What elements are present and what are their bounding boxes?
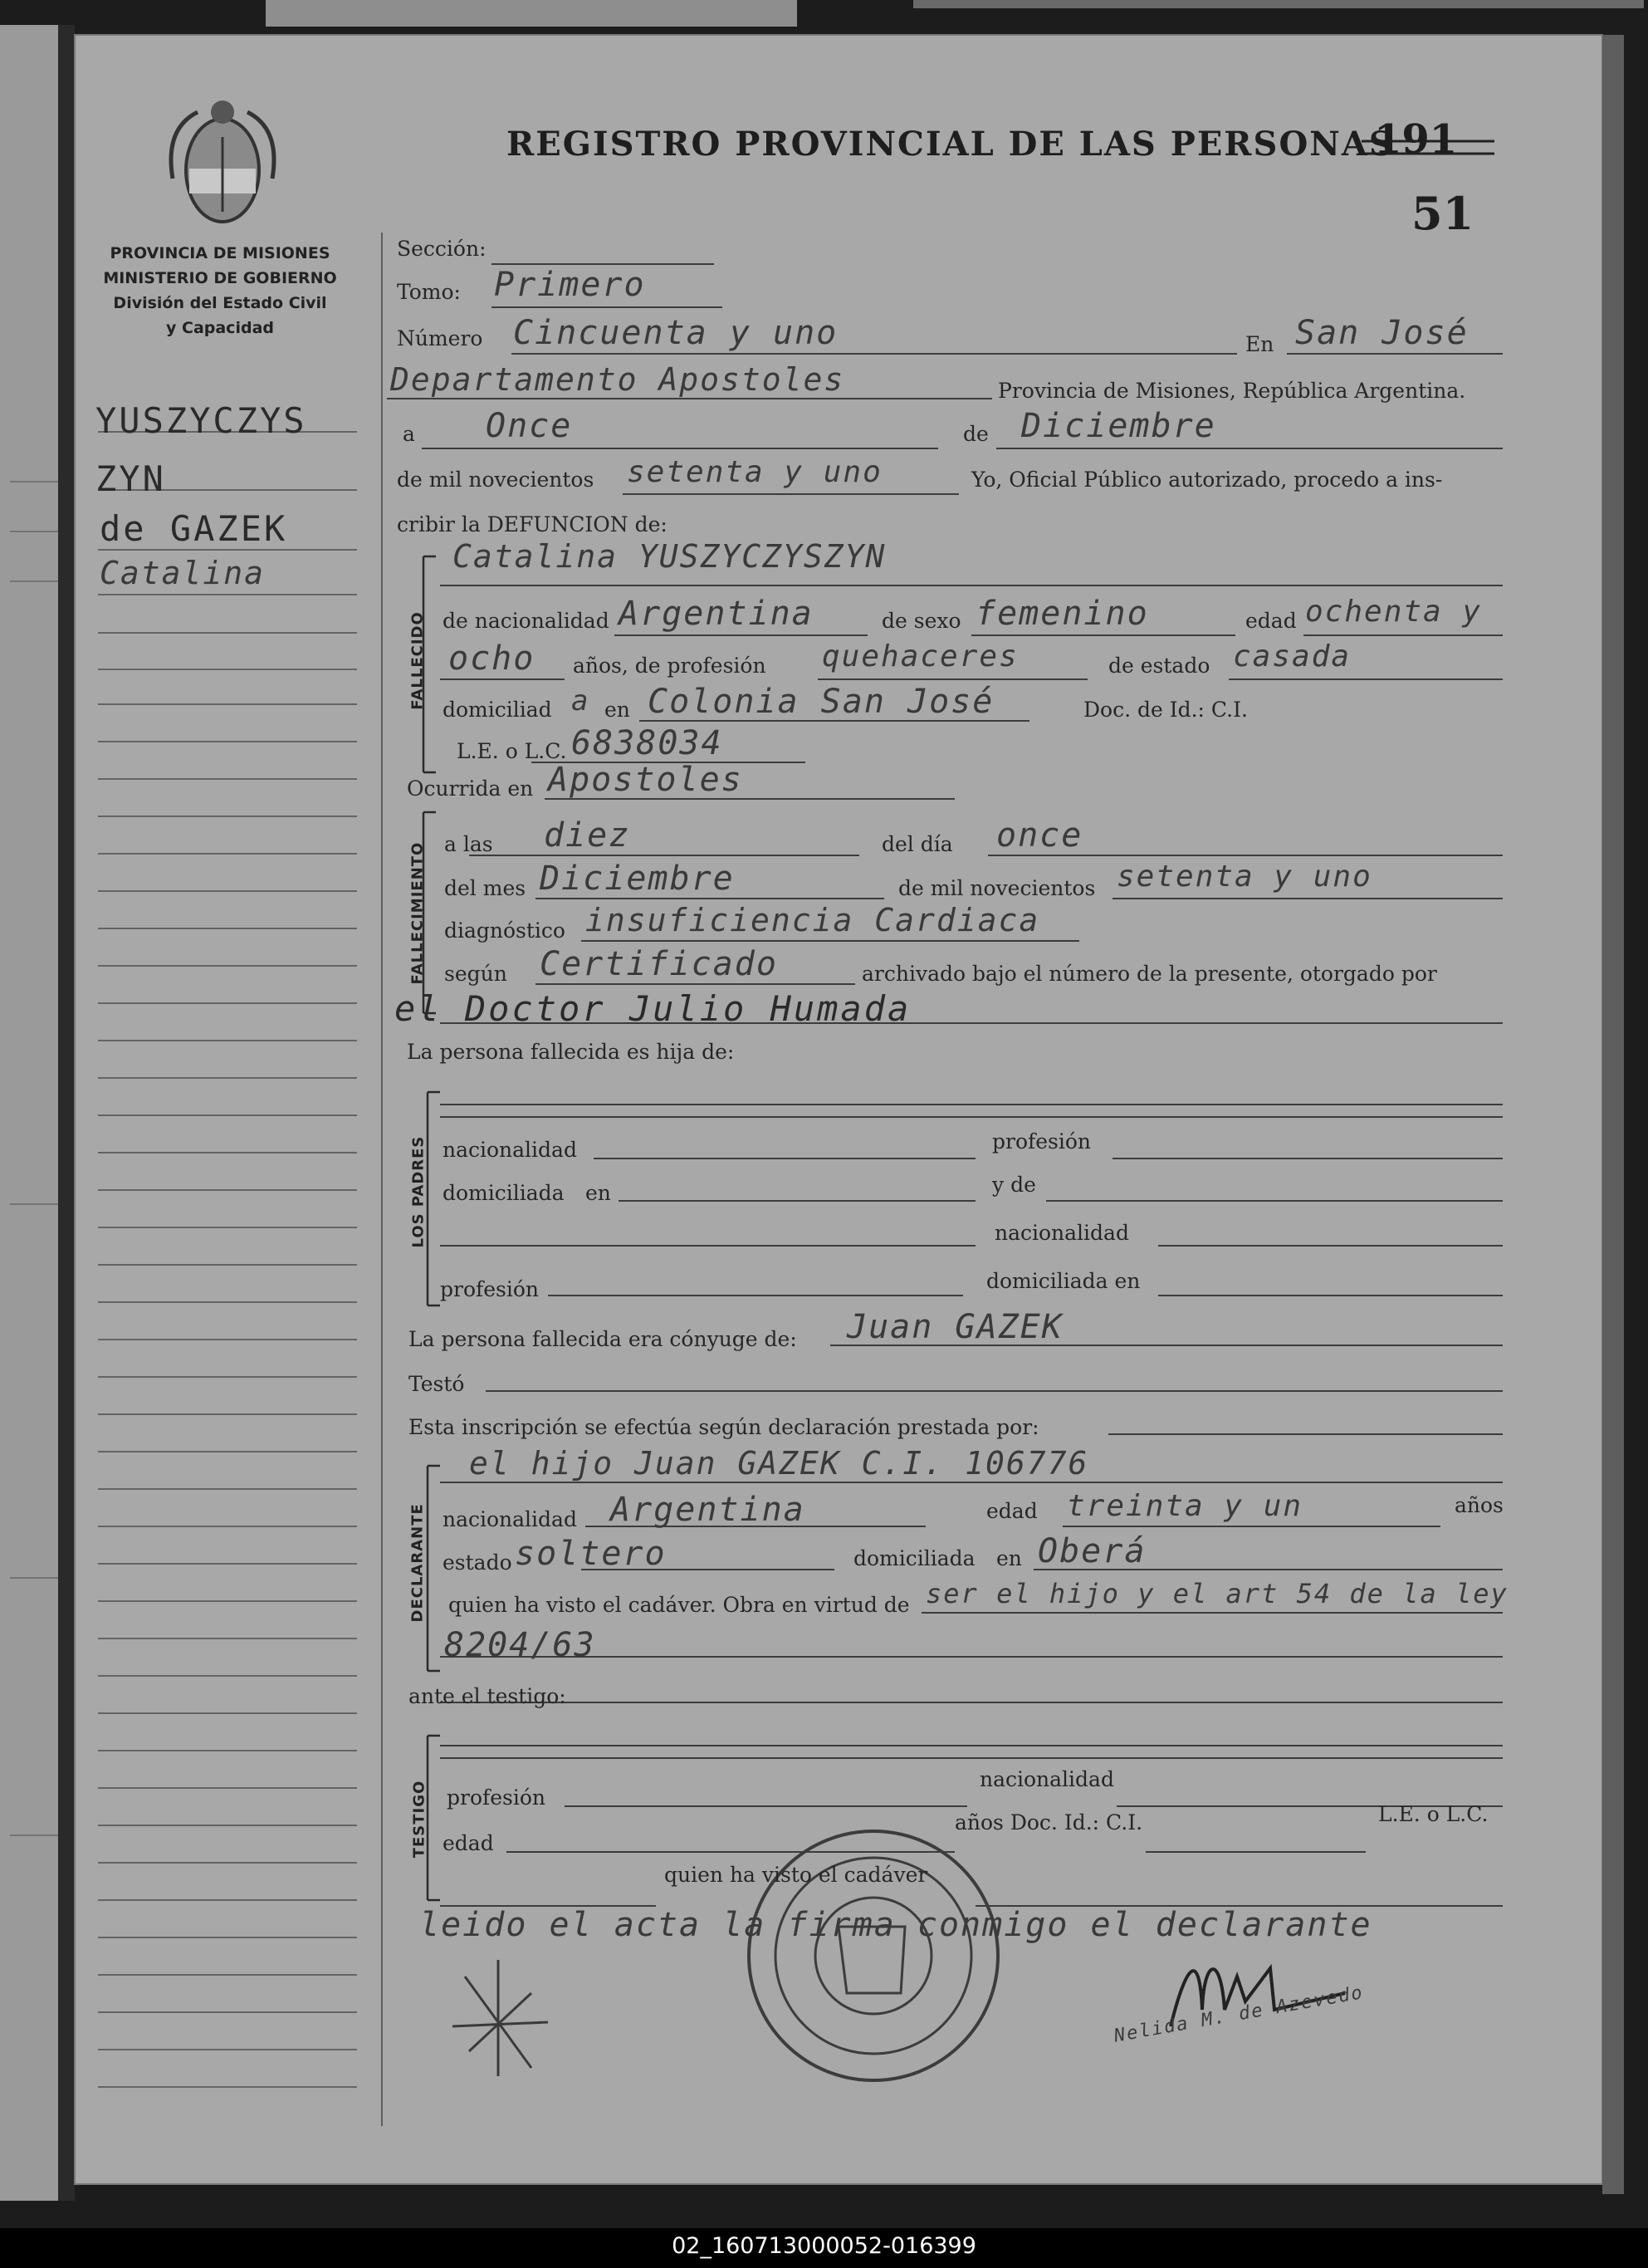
value-domicilio: Colonia San José [648, 683, 995, 721]
value-sexo: femenino [976, 595, 1149, 633]
label-padre-en: en [585, 1181, 611, 1205]
label-padre-nacionalidad: nacionalidad [443, 1138, 577, 1162]
value-declarante-edad: treinta y un [1067, 1489, 1303, 1523]
value-tomo: Primero [494, 266, 646, 304]
value-numero: Cincuenta y uno [513, 314, 839, 352]
label-conyuge: La persona fallecida era cónyuge de: [408, 1327, 797, 1351]
label-testo: Testó [408, 1372, 465, 1396]
label-declarante-domiciliada: domiciliada [853, 1546, 976, 1570]
label-testigo-edad: edad [443, 1831, 494, 1855]
label-de-mil: de mil novecientos [397, 468, 594, 492]
section-label-fallecido: FALLECIDO [408, 611, 427, 710]
label-declarante-en: en [996, 1546, 1022, 1570]
issuer-block [100, 241, 340, 340]
value-en: San José [1295, 314, 1469, 352]
value-domiciliada-suffix: a [571, 684, 590, 718]
value-nacionalidad: Argentina [619, 595, 814, 633]
value-diagnostico: insuficiencia Cardiaca [585, 902, 1040, 938]
value-anio: setenta y uno [627, 455, 883, 489]
label-testigo-le-lc: L.E. o L.C. [1378, 1802, 1489, 1826]
label-padre-profesion: profesión [992, 1129, 1092, 1154]
label-segun: según [444, 962, 507, 986]
value-conyuge: Juan GAZEK [847, 1308, 1064, 1346]
label-doc: Doc. de Id.: C.I. [1083, 698, 1248, 722]
label-del-dia: del día [882, 832, 953, 856]
label-estado: de estado [1108, 654, 1210, 678]
label-declarante-anos: años [1455, 1493, 1504, 1517]
label-madre-profesion: profesión [440, 1277, 540, 1301]
section-label-padres: LOS PADRES [409, 1135, 428, 1248]
label-sexo: de sexo [882, 609, 961, 633]
value-departamento: Departamento Apostoles [390, 361, 845, 398]
label-numero: Número [397, 326, 483, 350]
value-del-dia: once [996, 816, 1083, 855]
section-label-testigo: TESTIGO [410, 1780, 428, 1859]
label-declarante-quien: quien ha visto el cadáver. Obra en virtud de [448, 1593, 910, 1617]
section-label-declarante: DECLARANTE [408, 1503, 427, 1623]
value-segun: Certificado [540, 945, 778, 983]
value-profesion: quehaceres [822, 639, 1019, 674]
label-ante-testigo: ante el testigo: [408, 1684, 566, 1708]
value-le: 6838034 [571, 724, 723, 762]
margin-note-line-4: Catalina [100, 555, 266, 591]
value-edad-2: ocho [448, 639, 535, 678]
value-ocurrida: Apostoles [548, 761, 743, 799]
value-anio-fall: setenta y uno [1117, 860, 1372, 894]
value-nombre: Catalina YUSZYCZYSZYN [452, 538, 887, 575]
label-en-domicilio: en [604, 698, 630, 722]
value-declarante-domicilio: Oberá [1038, 1532, 1147, 1570]
label-anos-profesion: años, de profesión [573, 654, 766, 678]
section-label-fallecimiento: FALLECIMIENTO [408, 841, 427, 985]
label-le-lc: L.E. o L.C. [457, 739, 567, 763]
label-mil-nov: de mil novecientos [898, 876, 1096, 900]
value-doctor: el Doctor Julio Humada [394, 988, 912, 1029]
value-declarante: el hijo Juan GAZEK C.I. 106776 [469, 1445, 1089, 1482]
label-testigo-quien: quien ha visto el cadáver [664, 1863, 928, 1887]
label-en: En [1245, 332, 1274, 356]
paper [75, 35, 1602, 2184]
label-diagnostico: diagnóstico [444, 918, 565, 943]
margin-note-line-2: ZYN [95, 458, 166, 499]
value-cierre: leido el acta la firma conmigo el declarante [419, 1906, 1372, 1944]
old-record-number: 191 [1374, 116, 1458, 163]
value-estado: casada [1233, 639, 1352, 674]
value-firma: Nelida M. de Azevedo [1113, 1982, 1366, 2047]
label-edad: edad [1245, 609, 1297, 633]
record-number: 51 [1411, 187, 1474, 240]
label-madre-domiciliada-en: domiciliada en [986, 1269, 1141, 1293]
label-declarante-estado: estado [443, 1550, 512, 1575]
margin-note-line-1: YUSZYCZYS [95, 400, 307, 441]
value-declarante-nacionalidad: Argentina [610, 1491, 805, 1529]
issuer-line-1: PROVINCIA DE MISIONES [110, 244, 330, 262]
label-seccion: Sección: [397, 237, 487, 261]
label-hija-de: La persona fallecida es hija de: [407, 1040, 735, 1064]
label-yo-oficial: Yo, Oficial Público autorizado, procedo a ins- [971, 468, 1443, 492]
value-declarante-estado: soltero [515, 1535, 667, 1573]
value-hora: diez [544, 816, 631, 855]
issuer-line-2: MINISTERIO DE GOBIERNO [103, 269, 337, 287]
label-inscribir: cribir la DEFUNCION de: [397, 512, 668, 536]
label-domiciliad: domiciliad [443, 698, 552, 722]
value-declarante-virtud: ser el hijo y el art 54 de la ley [926, 1578, 1509, 1609]
value-mes: Diciembre [1021, 407, 1216, 445]
label-del-mes: del mes [444, 876, 526, 900]
label-a-las: a las [444, 832, 493, 856]
issuer-line-3: División del Estado Civil [113, 294, 327, 312]
label-provincia: Provincia de Misiones, República Argentina. [998, 379, 1466, 403]
value-edad-1: ochenta y [1305, 595, 1483, 629]
label-padre-domiciliada: domiciliada [443, 1181, 565, 1205]
label-testigo-profesion: profesión [447, 1785, 546, 1810]
image-caption: 02_160713000052-016399 [672, 2233, 976, 2259]
label-nacionalidad: de nacionalidad [443, 609, 609, 633]
label-y-de: y de [992, 1173, 1036, 1197]
value-del-mes: Diciembre [540, 860, 735, 898]
label-inscripcion: Esta inscripción se efectúa según declaración prestada por: [408, 1415, 1039, 1439]
value-dia: Once [486, 407, 573, 445]
issuer-line-4: y Capacidad [166, 319, 274, 337]
label-de: de [963, 422, 989, 446]
label-ocurrida: Ocurrida en [407, 776, 534, 801]
margin-note-line-3: de GAZEK [100, 508, 288, 549]
label-testigo-nacionalidad: nacionalidad [980, 1767, 1114, 1791]
label-tomo: Tomo: [397, 280, 461, 304]
label-madre-nacionalidad: nacionalidad [995, 1221, 1129, 1245]
label-declarante-edad: edad [986, 1499, 1038, 1523]
previous-page-edge [0, 25, 58, 2201]
value-declarante-ley: 8204/63 [444, 1626, 596, 1664]
label-declarante-nacionalidad: nacionalidad [443, 1507, 577, 1531]
label-archivado: archivado bajo el número de la presente, otorgado por [862, 962, 1437, 986]
label-a: a [403, 422, 415, 446]
label-testigo-anos-doc: años Doc. Id.: C.I. [955, 1810, 1143, 1834]
registry-title: REGISTRO PROVINCIAL DE LAS PERSONAS [506, 125, 1395, 164]
